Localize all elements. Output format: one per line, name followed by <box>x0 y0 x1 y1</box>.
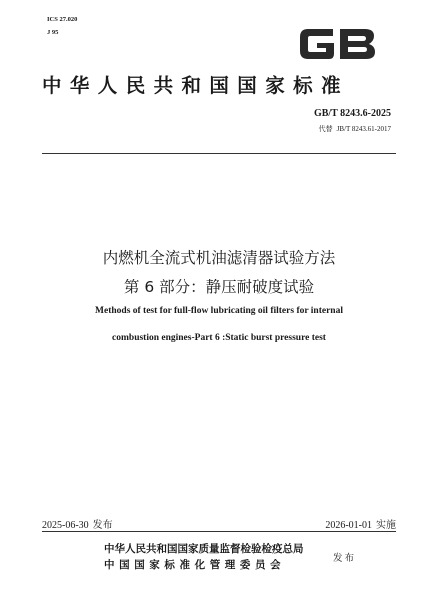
publish-label: 发布 <box>333 553 357 564</box>
chinese-title-line-1: 内燃机全流式机油滤清器试验方法 <box>102 249 336 267</box>
english-title-line-1: Methods of test for full-flow lubricating oil filters for internal <box>95 306 343 316</box>
replaces-note <box>319 124 391 134</box>
issue-date: 2025-06-30 <box>42 520 89 531</box>
replaces-number: JB/T 8243.61-2017 <box>336 125 391 133</box>
gb-logo <box>296 23 380 65</box>
publisher-line-1: 中华人民共和国国家质量监督检验检疫总局 <box>104 543 304 555</box>
publisher-line-2: 中国国家标准化管理委员会 <box>104 559 286 571</box>
replaces-label: 代替 <box>318 125 333 133</box>
implement-date: 2026-01-01 <box>325 520 372 531</box>
top-divider <box>42 153 396 154</box>
issuer-title: 中华人民共和国国家标准 <box>42 74 349 97</box>
english-title-line-2: combustion engines-Part 6 :Static burst pressure test <box>112 333 326 343</box>
gb-logo-text: GB <box>296 23 298 24</box>
implement-label: 实施 <box>376 520 396 531</box>
ccs-code: J 95 <box>47 29 59 36</box>
standard-number: GB/T 8243.6-2025 <box>313 108 391 119</box>
issue-date-line <box>42 516 113 531</box>
bottom-divider <box>42 531 396 532</box>
implement-date-line <box>325 516 396 531</box>
chinese-title-line-2: 第 6 部分：静压耐破度试验 <box>123 278 315 296</box>
ics-code: ICS 27.020 <box>47 16 78 23</box>
issue-label: 发布 <box>92 520 113 531</box>
